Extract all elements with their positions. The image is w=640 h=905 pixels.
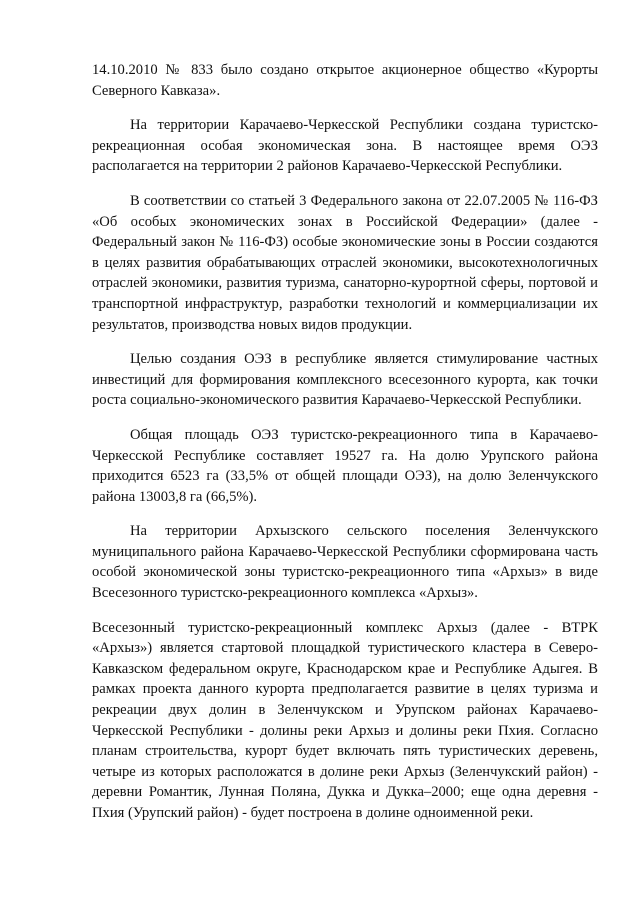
paragraph-7: Всесезонный туристско-рекреационный комплекс Архыз (далее - ВТРК «Архыз») является стартовой площадкой туристического кластера в Северо-Кавказском федеральном округе, Краснодарском крае и Республике Адыгея. В рамках проекта данного курорта предполагается развитие в целях туризма и рекреации двух долин в Зеленчукском и Урупском районах Карачаево-Черкесской Республики - долины реки Архыз и долины реки Пхия. Согласно планам строительства, курорт будет включать пять туристических деревень, четыре из которых расположатся в долине реки Архыз (Зеленчукский район) - деревни Романтик, Лунная Поляна, Дукка и Дукка–2000; еще одна деревня - Пхия (Урупский район) - будет построена в долине одноименной реки. <box>92 619 598 821</box>
document-body <box>92 60 598 838</box>
paragraph-3: В соответствии со статьей 3 Федерального закона от 22.07.2005 № 116-ФЗ «Об особых экономических зонах в Российской Федерации» (далее - Федеральный закон № 116-ФЗ) особые экономические зоны в России создаются в целях развития обрабатывающих отраслей экономики, высокотехнологичных отраслей экономики, развития туризма, санаторно-курортной сферы, портовой и транспортной инфраструктур, разработки технологий и коммерциализации их результатов, производства новых видов продукции. <box>92 192 598 333</box>
paragraph-4: Целью создания ОЭЗ в республике является стимулирование частных инвестиций для формирования комплексного всесезонного курорта, как точки роста социально-экономического развития Карачаево-Черкесской Республики. <box>92 351 598 409</box>
paragraph-1: 14.10.2010 № 833 было создано открытое акционерное общество «Курорты Северного Кавказа». <box>92 62 598 99</box>
paragraph-5: Общая площадь ОЭЗ туристско-рекреационного типа в Карачаево-Черкесской Республике составляет 19527 га. На долю Урупского района приходится 6523 га (33,5% от общей площади ОЭЗ), на долю Зеленчукского района 13003,8 га (66,5%). <box>92 426 598 505</box>
paragraph-2: На территории Карачаево-Черкесской Республики создана туристско-рекреационная особая экономическая зона. В настоящее время ОЭЗ располагается на территории 2 районов Карачаево-Черкесской Республики. <box>92 117 598 175</box>
paragraph-6: На территории Архызского сельского поселения Зеленчукского муниципального района Карачаево-Черкесской Республики сформирована часть особой экономической зоны туристско-рекреационного типа «Архыз» в виде Всесезонного туристско-рекреационного комплекса «Архыз». <box>92 523 598 602</box>
